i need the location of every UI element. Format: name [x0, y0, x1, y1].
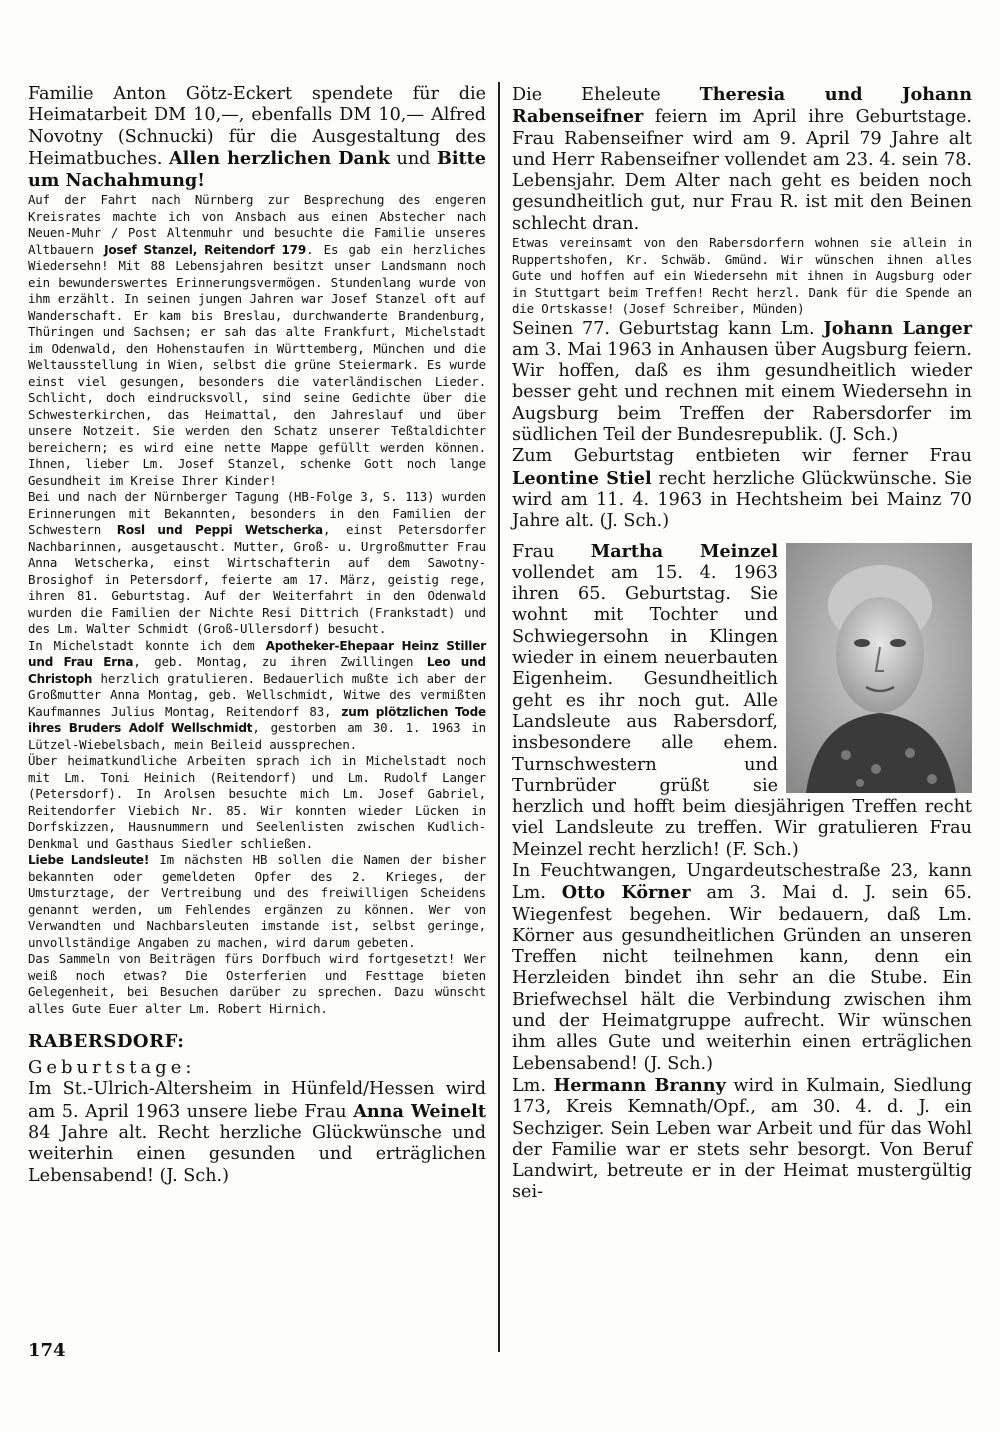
- paragraph-koerner: In Feuchtwangen, Ungardeutschestraße 23, kann Lm. Otto Körner am 3. Mai d. J. sein 65. Wiegenfest begehen. Wir bedauern, daß Lm. Körner aus gesundheitlichen Gründen an unseren Treffen nicht teilnehmen kann, denn ein Herzleiden bindet ihn sehr an die Stube. Ein Briefwechsel hält die Verbindung zwischen ihm und der Heimatgruppe aufrecht. Wir wünschen ihm alles Gute und weiterhin einen erträglichen Lebensabend! (J. Sch.): [512, 861, 973, 1074]
- section-heading-rabersdorf: RABERSDORF:: [28, 1031, 185, 1053]
- paragraph-michelstadt: In Michelstadt konnte ich dem Apotheker-Ehepaar Heinz Stiller und Frau Erna, geb. Montag, zu ihren Zwillingen Leo und Christoph herzlich gratulieren. Bedauerlich mußte ich aber der Großmutter Anna Montag, geb. Wellschmidt, Witwe des vermißten Kaufmannes Julius Montag, Reitendorf 83, zum plötzlichen Tode ihres Bruders Adolf Wellschmidt, gestorben am 30. 1. 1963 in Lützel-Wiebelsbach, mein Beileid aussprechen.: [28, 637, 487, 752]
- paragraph-donations: Familie Anton Götz-Eckert spendete für die Heimatarbeit DM 10,—, ebenfalls DM 10,— Alfred Novotny (Schnucki) für die Ausgestaltung des Heimatbuches. Allen herzlichen Dank und Bitte um Nachahmung!: [28, 84, 486, 192]
- page-number: 174: [28, 1340, 66, 1361]
- portrait-photo-icon: [786, 543, 972, 793]
- paragraph-landsleute: Liebe Landsleute! Im nächsten HB sollen die Namen der bisher bekannten oder gemeldeten Opfer des 2. Krieges, der Umsturztage, der Vertreibung und des freiwilligen Scheidens genannt werden, um Fehlendes ergänzen zu können. Wer von Verwandten und Nachbarsleuten imstande ist, selbst geringe, unvollständige Angaben zu machen, wird darum gebeten.: [28, 852, 487, 950]
- paragraph-rabenseifner: Die Eheleute Theresia und Johann Rabenseifner feiern im April ihre Geburtstage. Frau Rabenseifner wird am 9. April 79 Jahre alt und Herr Rabenseifner vollendet am 23. 4. sein 78. Lebensjahr. Dem Alter nach geht es beiden noch gesundheitlich gut, nur Frau R. ist mit den Beinen schlecht dran.: [512, 84, 972, 234]
- right-column: [512, 84, 972, 1204]
- paragraph-stiel: Zum Geburtstag entbieten wir ferner Frau Leontine Stiel recht herzliche Glückwünsche. Sie wird am 11. 4. 1963 in Hechtsheim bei Mainz 70 Jahre alt. (J. Sch.): [512, 446, 973, 532]
- column-divider: [498, 82, 500, 1352]
- paragraph-wetscherka: Bei und nach der Nürnberger Tagung (HB-Folge 3, S. 113) wurden Erinnerungen mit Bekannten, besonders in den Familien der Schwestern Rosl und Peppi Wetscherka, einst Petersdorfer Nachbarinnen, ausgetauscht. Mutter, Groß- u. Urgroßmutter Frau Anna Wetscherka, einst Wirtschafterin auf dem Sawotny-Brosighof in Petersdorf, feierte am 17. März, geistig rege, ihren 81. Geburtstag. Auf der Weiterfahrt in den Odenwald wurden die Familien der Nichte Resi Dittrich (Frankstadt) und des Lm. Walter Schmidt (Groß-Ullersdorf) besucht.: [28, 489, 486, 637]
- paragraph-weinelt: Im St.-Ulrich-Altersheim in Hünfeld/Hessen wird am 5. April 1963 unsere liebe Frau Anna Weinelt 84 Jahre alt. Recht herzliche Glückwünsche und weiterhin einen gesunden und erträglichen Lebensabend! (J. Sch.): [28, 1079, 486, 1186]
- paragraph-ruppertshofen: Etwas vereinsamt von den Rabersdorfern wohnen sie allein in Ruppertshofen, Kr. Schwäb. Gmünd. Wir wünschen ihnen alles Gute und hoffen auf ein Wiedersehn mit ihnen in Augsburg oder in Stuttgart beim Treffen! Recht herzl. Dank für die Spende an die Ortskasse! (Josef Schreiber, Münden): [512, 235, 972, 317]
- paragraph-dorfbuch: Das Sammeln von Beiträgen fürs Dorfbuch wird fortgesetzt! Wer weiß noch etwas? Die Osterferien und Festtage bieten Gelegenheit, bei Besuchen darüber zu sprechen. Dazu wünscht alles Gute Euer alter Lm. Robert Hirnich.: [28, 951, 486, 1016]
- meinzel-block: [512, 541, 972, 861]
- paragraph-stanzel: Auf der Fahrt nach Nürnberg zur Besprechung des engeren Kreisrates machte ich von Ansbach aus einen Abstecher nach Neuen-Muhr / Post Altenmuhr und besuchte die Familie unseres Altbauern Josef Stanzel, Reitendorf 179. Es gab ein herzliches Wiedersehn! Mit 88 Lebensjahren besitzt unser Landsmann noch ein bewunderswertes Erinnerungsvermögen. Stundenlang wurde von ihm erzählt. In seinen jungen Jahren war Josef Stanzel oft auf Wanderschaft. Er kam bis Breslau, durchwanderte Brandenburg, Thüringen und Sachsen; er sah das alte Frankfurt, Michelstadt im Odenwald, den Hohenstaufen in Württemberg, München und die Weltausstellung in Wien, selbst die grüne Steiermark. Es wurde einst viel gesungen, besonders die vaterländischen Lieder. Schlicht, doch eindrucksvoll, sind seine Gedichte über die Schwesterkirchen, das Heimattal, den Jahreslauf und über unsere Notzeit. Sie werden den Schatz unserer Teßtaldichter bereichern; es wird eine nette Mappe gefüllt werden können. Ihnen, lieber Lm. Josef Stanzel, schenke Gott noch lange Gesundheit im Kreise Ihrer Kinder!: [28, 192, 486, 488]
- left-column: [28, 84, 486, 1187]
- paragraph-langer: Seinen 77. Geburtstag kann Lm. Johann Langer am 3. Mai 1963 in Anhausen über Augsburg feiern. Wir hoffen, daß es ihm gesundheitlich wieder besser geht und rechnen mit einem Wiedersehn in Augsburg beim Treffen der Rabersdorfer im südlichen Teil der Bundesrepublik. (J. Sch.): [512, 317, 972, 446]
- subheading-geburtstage: Geburtstage:: [28, 1057, 196, 1079]
- paragraph-heimatkunde: Über heimatkundliche Arbeiten sprach ich in Michelstadt noch mit Lm. Toni Heinich (Reitendorf) und Lm. Rudolf Langer (Petersdorf). In Arolsen besuchte mich Lm. Josef Gabriel, Reitendorfer Viebich Nr. 85. Wir konnten wieder Lücken in Dorfskizzen, Hausnummern und Seelenlisten zwischen Kudlich-Denkmal und Gasthaus Siedler schließen.: [28, 753, 486, 851]
- paragraph-branny: Lm. Hermann Branny wird in Kulmain, Siedlung 173, Kreis Kemnath/Opf., am 30. 4. d. J. ein Sechziger. Sein Leben war Arbeit und für das Wohl der Familie war er stets sehr besorgt. Von Beruf Landwirt, betreute er in der Heimat mustergültig sei-: [512, 1074, 972, 1203]
- paragraph-meinzel: Frau Martha Meinzel vollendet am 15. 4. 1963 ihren 65. Geburtstag. Sie wohnt mit Tochter und Schwiegersohn in Klingen wieder in einem neuerbauten Eigenheim. Gesundheitlich geht es ihr noch gut. Alle Landsleute aus Rabersdorf, insbesondere alle ehem. Turnschwestern und Turnbrüder grüßt sie herzlich und hofft beim diesjährigen Treffen recht viel Landsleute zu treffen. Wir gratulieren Frau Meinzel recht herzlich! (F. Sch.): [512, 540, 972, 860]
